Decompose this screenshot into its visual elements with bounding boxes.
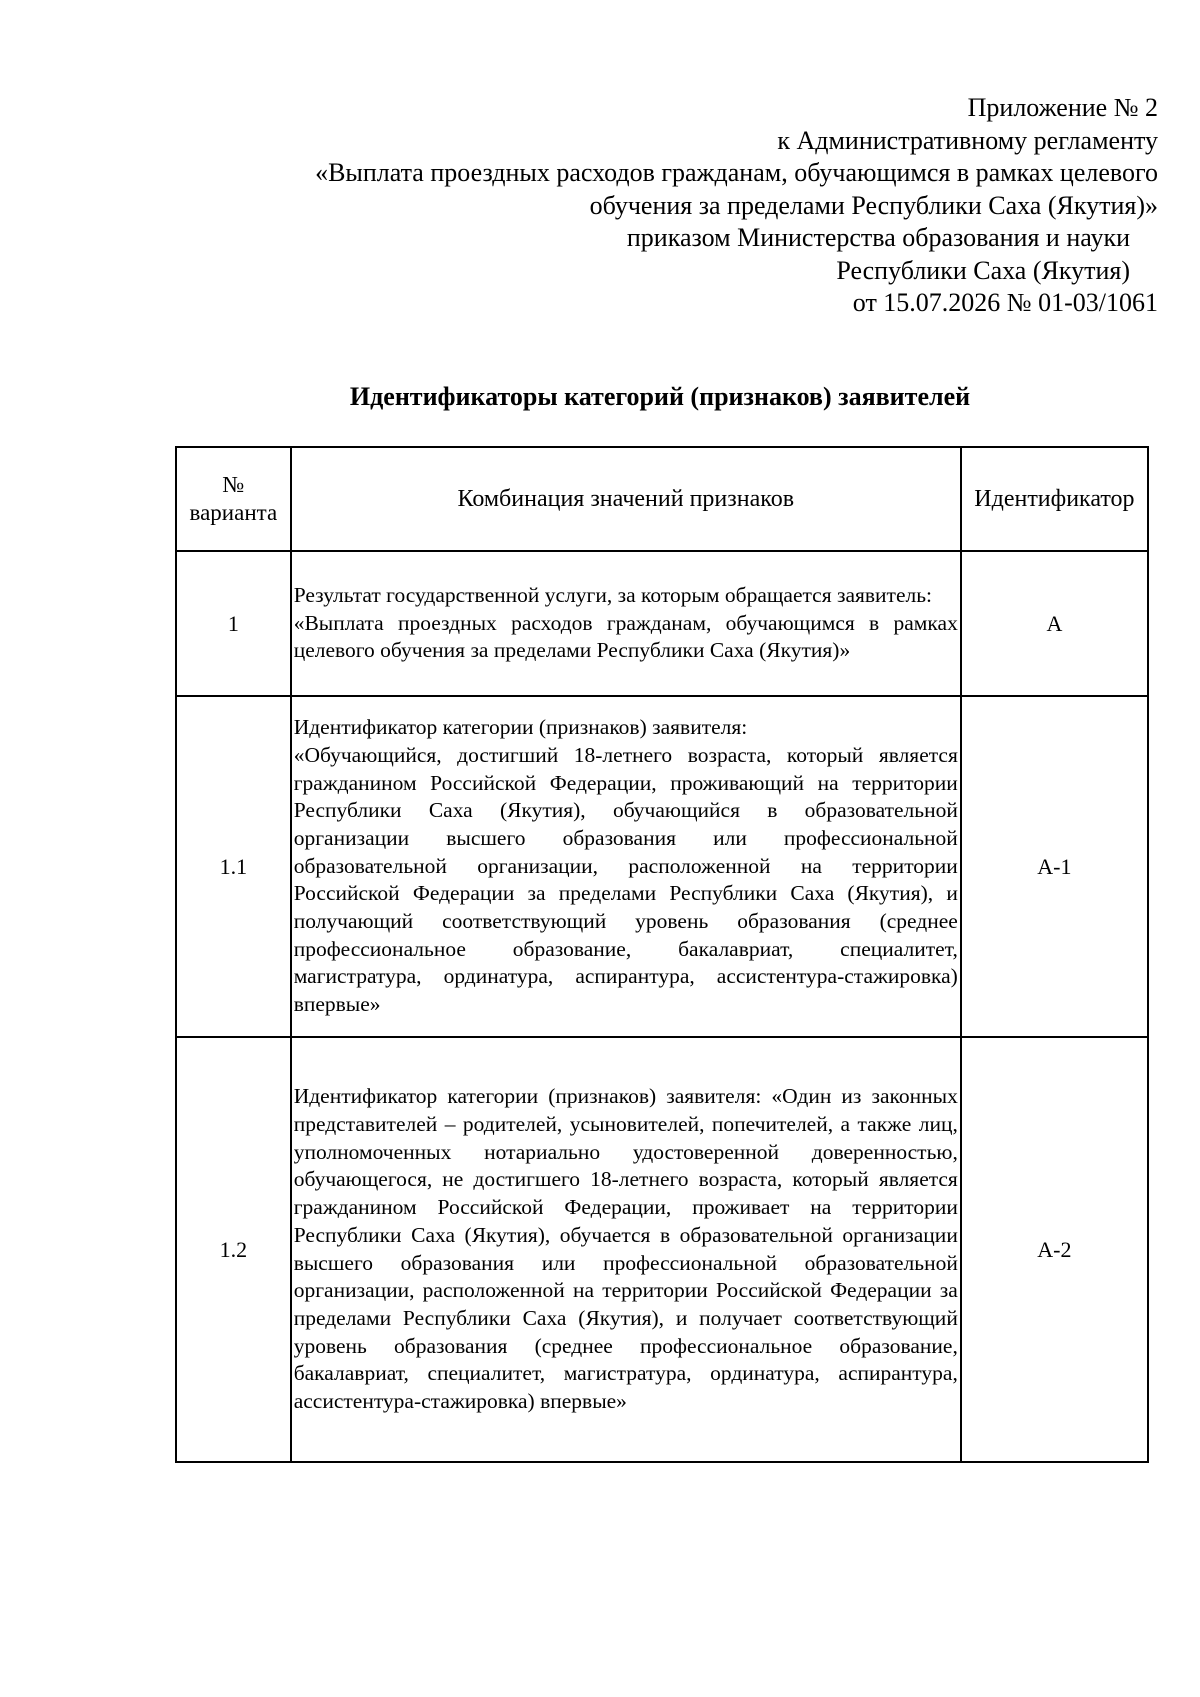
column-header-identifier: Идентификатор	[961, 447, 1148, 551]
document-header	[200, 92, 1158, 320]
combination-text: Идентификатор категории (признаков) заявителя: «Один из законных представителей – родителей, усыновителей, попечителей, а также лиц, уполномоченных нотариально удостоверенной доверенностью, обучающегося, не достигшего 18-летнего возраста, который является гражданином Российской Федерации, проживает на территории Республики Саха (Якутия), обучается в образовательной организации высшего образования или профессиональной образовательной организации, расположенной на территории Российской Федерации за пределами Республики Саха (Якутия), и получает соответствующий уровень образования (среднее профессиональное образование, бакалавриат, специалитет, магистратура, ординатура, аспирантура, ассистентура-стажировка) впервые»	[293, 1084, 958, 1414]
variant-number: 1	[176, 551, 291, 696]
table-row	[176, 696, 1148, 1037]
appendix-number: Приложение № 2	[967, 93, 1158, 122]
page-title: Идентификаторы категорий (признаков) заявителей	[349, 382, 971, 411]
variant-number: 1.2	[176, 1037, 291, 1462]
table-row	[176, 1037, 1148, 1462]
table-header-row	[176, 447, 1148, 551]
table-row	[176, 551, 1148, 696]
regulation-reference: к Административному регламенту	[777, 125, 1158, 155]
variant-number: 1.1	[176, 696, 291, 1037]
identifiers-table	[175, 446, 1149, 1463]
order-date-number: от 15.07.2026 № 01-03/1061	[852, 288, 1158, 317]
identifier-value: А-1	[961, 696, 1148, 1037]
combination-cell	[291, 551, 961, 696]
regulation-title-line-2: обучения за пределами Республики Саха (Якутия)»	[589, 190, 1158, 220]
combination-label: Результат государственной услуги, за которым обращается заявитель:	[293, 582, 932, 607]
identifier-value: А	[961, 551, 1148, 696]
combination-text: «Обучающийся, достигший 18-летнего возраста, который является гражданином Российской Федерации, проживающий на территории Республики Саха (Якутия), обучающийся в образовательной организации высшего образования или профессиональной образовательной организации, расположенной на территории Российской Федерации за пределами Республики Саха (Якутия), и получающий соответствующий уровень образования (среднее профессиональное образование, бакалавриат, специалитет, магистратура, ординатура, аспирантура, ассистентура-стажировка) впервые»	[293, 742, 958, 1017]
column-header-combination: Комбинация значений признаков	[291, 447, 961, 551]
identifier-value: А-2	[961, 1037, 1148, 1462]
regulation-title-line-1: «Выплата проездных расходов гражданам, обучающимся в рамках целевого	[315, 158, 1158, 187]
combination-cell	[291, 696, 961, 1037]
column-header-number: № варианта	[176, 447, 291, 551]
order-reference-line-1: приказом Министерства образования и науки	[626, 223, 1130, 252]
combination-text: «Выплата проездных расходов гражданам, обучающимся в рамках целевого обучения за пределами Республики Саха (Якутия)»	[293, 610, 958, 663]
combination-cell	[291, 1037, 961, 1462]
order-reference-line-2: Республики Саха (Якутия)	[836, 255, 1130, 285]
combination-label: Идентификатор категории (признаков) заявителя:	[293, 715, 748, 740]
